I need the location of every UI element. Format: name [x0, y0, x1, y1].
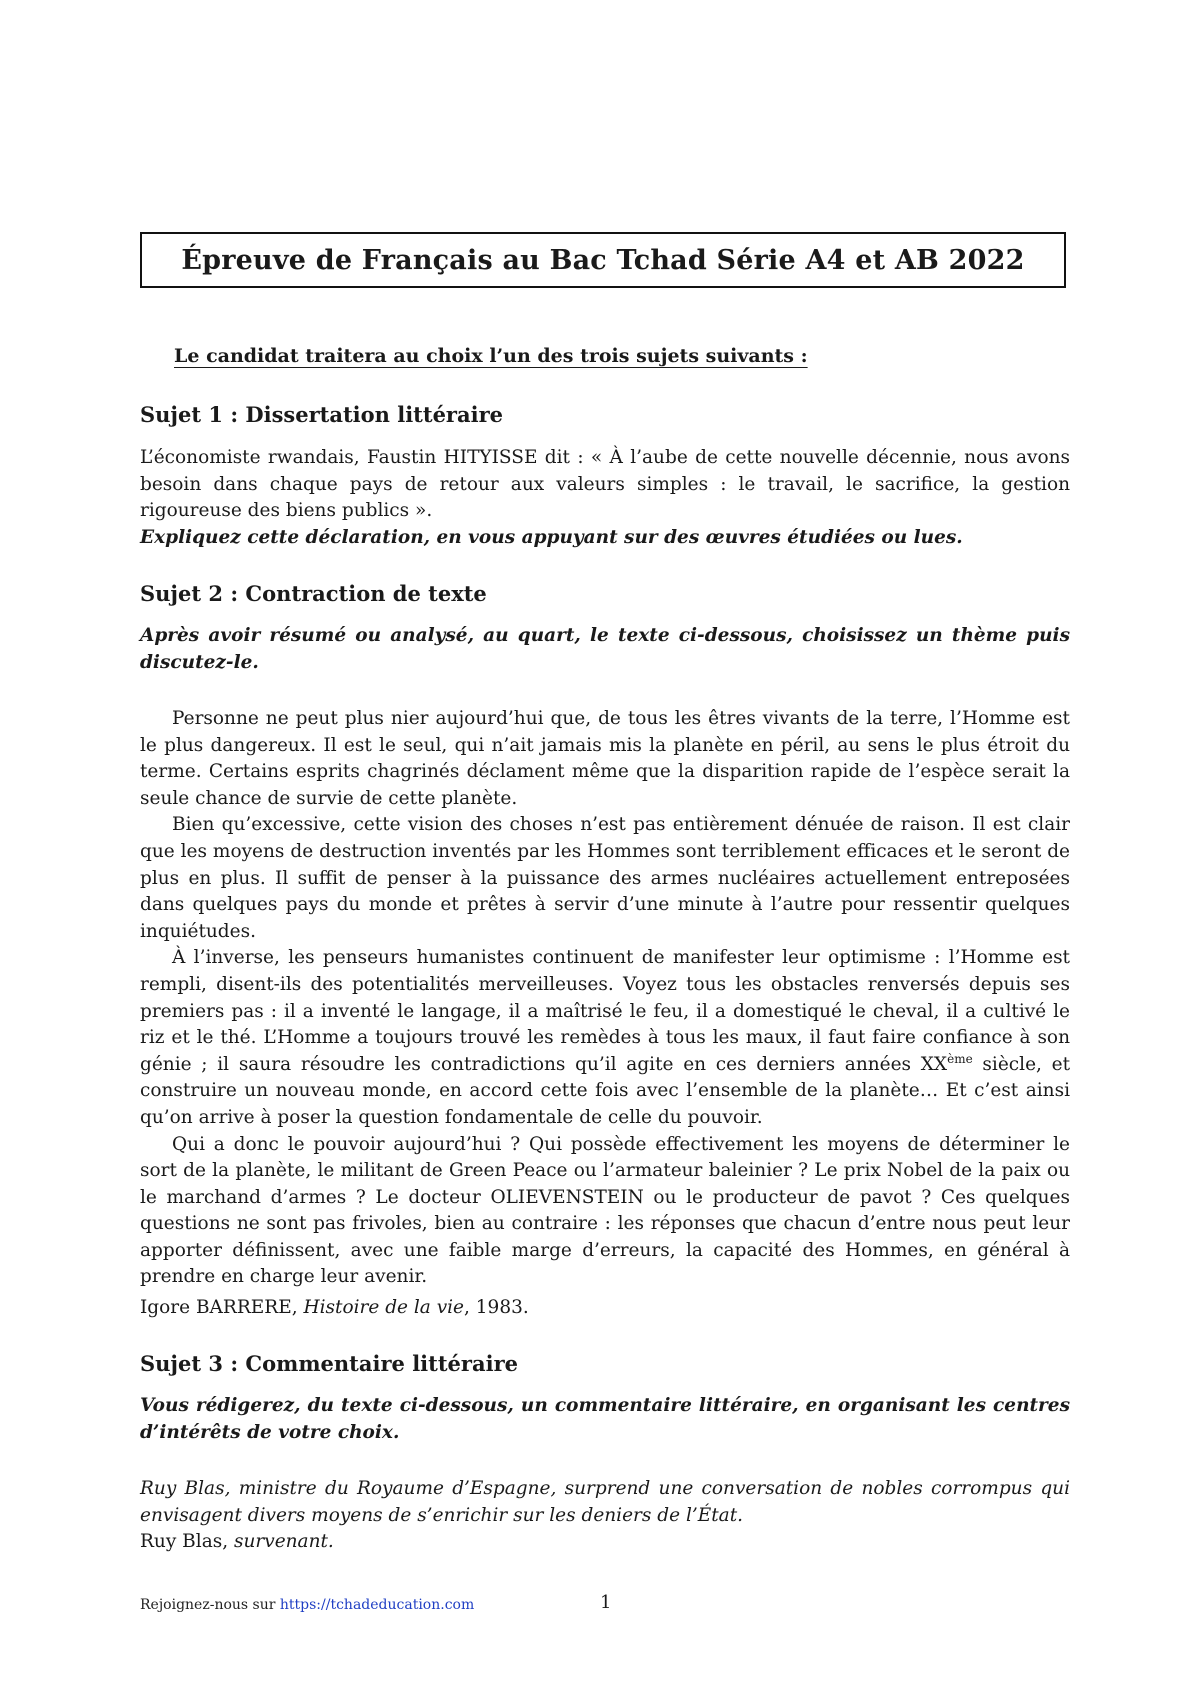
footer: [140, 1597, 474, 1613]
page-number: 1: [600, 1592, 612, 1613]
sujet-3-heading: Sujet 3 : Commentaire littéraire: [140, 1351, 518, 1376]
stage-direction: survenant.: [233, 1531, 334, 1553]
sujet-1-text: L’économiste rwandais, Faustin HITYISSE dit : « À l’aube de cette nouvelle décennie, nous avons besoin dans chaque pays de retour aux valeurs simples : le travail, le sacrifice, la gestion rigoureuse des biens publics ».: [140, 447, 1070, 522]
speaker: Ruy Blas,: [140, 1531, 234, 1553]
paragraph: Personne ne peut plus nier aujourd’hui que, de tous les êtres vivants de la terre, l’Homme est le plus dangereux. Il est le seul, qui n’ait jamais mis la planète en péril, au sens le plus étroit du terme. Certains esprits chagrinés déclament même que la disparition rapide de l’espèce serait la seule chance de survie de cette planète.: [140, 708, 1070, 809]
paragraph-part: À l’inverse, les penseurs humanistes continuent de manifester leur optimisme : l’Homme est rempli, disent-ils des potentialités merveilleuses. Voyez tous les obstacles renversés depuis ses premiers pas : il a inventé le langage, il a maîtrisé le feu, il a domestiqué le cheval, il a cultivé le riz et le thé. L’Homme a toujours trouvé les remèdes à tous les maux, il faut faire confiance à son génie ; il saura résoudre les contradictions qu’il agite en ces derniers années XX: [140, 947, 1070, 1075]
sujet-3-instruction-block: [140, 1393, 1070, 1446]
sujet-3-section: [140, 1351, 1070, 1376]
sujet-3-context: [140, 1476, 1070, 1556]
sujet-1-instruction: Expliquez cette déclaration, en vous appuyant sur des œuvres étudiées ou lues.: [140, 526, 963, 548]
citation: [140, 1295, 1070, 1322]
superscript: ème: [947, 1051, 973, 1066]
footer-text: Rejoignez-nous sur: [140, 1597, 280, 1613]
sujet-1-heading: Sujet 1 : Dissertation littéraire: [140, 402, 504, 427]
citation-work: Histoire de la vie: [303, 1297, 465, 1318]
sujet-2-heading: Sujet 2 : Contraction de texte: [140, 581, 487, 606]
paragraph-part: siècle, et construire un nouveau monde, en accord cette fois avec l’ensemble de la planète… Et c’est ainsi qu’on arrive à poser la question fondamentale de celle du pouvoir.: [140, 1053, 1071, 1128]
paragraph: [140, 945, 1070, 1131]
citation-author: Igore BARRERE,: [140, 1297, 304, 1318]
sujet-1-body: [140, 445, 1070, 551]
citation-year: , 1983.: [464, 1297, 529, 1318]
intro-instruction: Le candidat traitera au choix l’un des trois sujets suivants :: [174, 345, 808, 367]
sujet-2-text: [140, 706, 1070, 1291]
sujet-1-section: [140, 402, 1070, 427]
title-box: [140, 232, 1066, 288]
paragraph: Qui a donc le pouvoir aujourd’hui ? Qui possède effectivement les moyens de déterminer le sort de la planète, le militant de Green Peace ou l’armateur baleinier ? Le prix Nobel de la paix ou le marchand d’armes ? Le docteur OLIEVENSTEIN ou le producteur de pavot ? Ces quelques questions ne sont pas frivoles, bien au contraire : les réponses que chacun d’entre nous peut leur apporter définissent, avec une faible marge d’erreurs, la capacité des Hommes, en général à prendre en charge leur avenir.: [140, 1133, 1070, 1288]
sujet-2-instruction-block: [140, 623, 1070, 676]
footer-link[interactable]: https://tchadeducation.com: [279, 1597, 475, 1613]
sujet-2-section: [140, 581, 1070, 606]
document-page: [140, 0, 1070, 1684]
sujet-3-instruction: Vous rédigerez, du texte ci-dessous, un commentaire littéraire, en organisant les centres d’intérêts de votre choix.: [140, 1395, 1070, 1443]
context-text: Ruy Blas, ministre du Royaume d’Espagne, surprend une conversation de nobles corrompus qui envisagent divers moyens de s’enrichir sur les deniers de l’État.: [140, 1478, 1070, 1526]
sujet-2-instruction: Après avoir résumé ou analysé, au quart, le texte ci-dessous, choisissez un thème puis discutez-le.: [140, 625, 1070, 673]
page-title: Épreuve de Français au Bac Tchad Série A4 et AB 2022: [181, 244, 1025, 276]
paragraph: Bien qu’excessive, cette vision des choses n’est pas entièrement dénuée de raison. Il est clair que les moyens de destruction inventés par les Hommes sont terriblement efficaces et le seront de plus en plus. Il suffit de penser à la puissance des armes nucléaires actuellement entreposées dans quelques pays du monde et prêtes à servir d’une minute à l’autre pour ressentir quelques inquiétudes.: [140, 814, 1070, 942]
